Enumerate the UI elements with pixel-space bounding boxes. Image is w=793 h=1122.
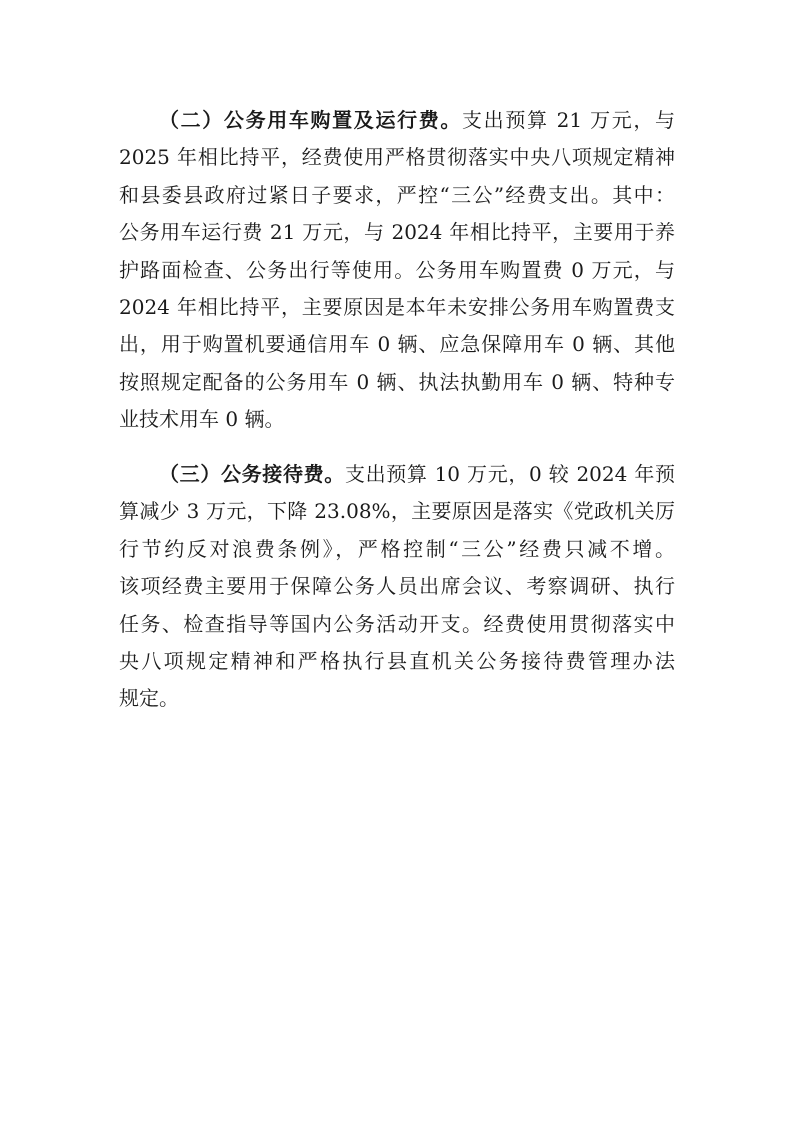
paragraph-line xyxy=(119,102,675,139)
section-heading: （三）公务接待费。 xyxy=(159,462,345,486)
paragraph-line: 规定。 xyxy=(119,686,179,711)
paragraph-line: 2025 年相比持平，经费使用严格贯彻落实中央八项规定精神 xyxy=(119,145,675,170)
paragraph-line: 出，用于购置机要通信用车 0 辆、应急保障用车 0 辆、其他 xyxy=(119,332,675,357)
paragraph-line: 算减少 3 万元，下降 23.08%，主要原因是落实《党政机关厉 xyxy=(119,499,675,524)
paragraph-line: 该项经费主要用于保障公务人员出席会议、考察调研、执行 xyxy=(119,574,675,599)
line-text: 支出预算 21 万元，与 xyxy=(462,108,675,132)
line-text: 支出预算 10 万元，0 较 2024 年预 xyxy=(344,462,676,486)
paragraph-line: 按照规定配备的公务用车 0 辆、执法执勤用车 0 辆、特种专 xyxy=(119,369,675,394)
paragraph-vehicle-expenses xyxy=(119,102,675,439)
paragraph-line: 和县委县政府过紧日子要求，严控“三公”经费支出。其中： xyxy=(119,182,675,207)
paragraph-line: 任务、检查指导等国内公务活动开支。经费使用贯彻落实中 xyxy=(119,611,675,636)
paragraph-line: 公务用车运行费 21 万元，与 2024 年相比持平，主要用于养 xyxy=(119,220,675,245)
paragraph-line: 护路面检查、公务出行等使用。公务用车购置费 0 万元，与 xyxy=(119,257,675,282)
paragraph-line: 行节约反对浪费条例》，严格控制“三公”经费只减不增。 xyxy=(119,536,675,561)
paragraph-reception-expenses xyxy=(119,456,675,718)
paragraph-line: 央八项规定精神和严格执行县直机关公务接待费管理办法 xyxy=(119,648,675,673)
paragraph-line: 业技术用车 0 辆。 xyxy=(119,407,285,432)
paragraph-line xyxy=(119,456,675,493)
section-heading: （二）公务用车购置及运行费。 xyxy=(159,108,463,132)
paragraph-line: 2024 年相比持平，主要原因是本年未安排公务用车购置费支 xyxy=(119,294,675,319)
